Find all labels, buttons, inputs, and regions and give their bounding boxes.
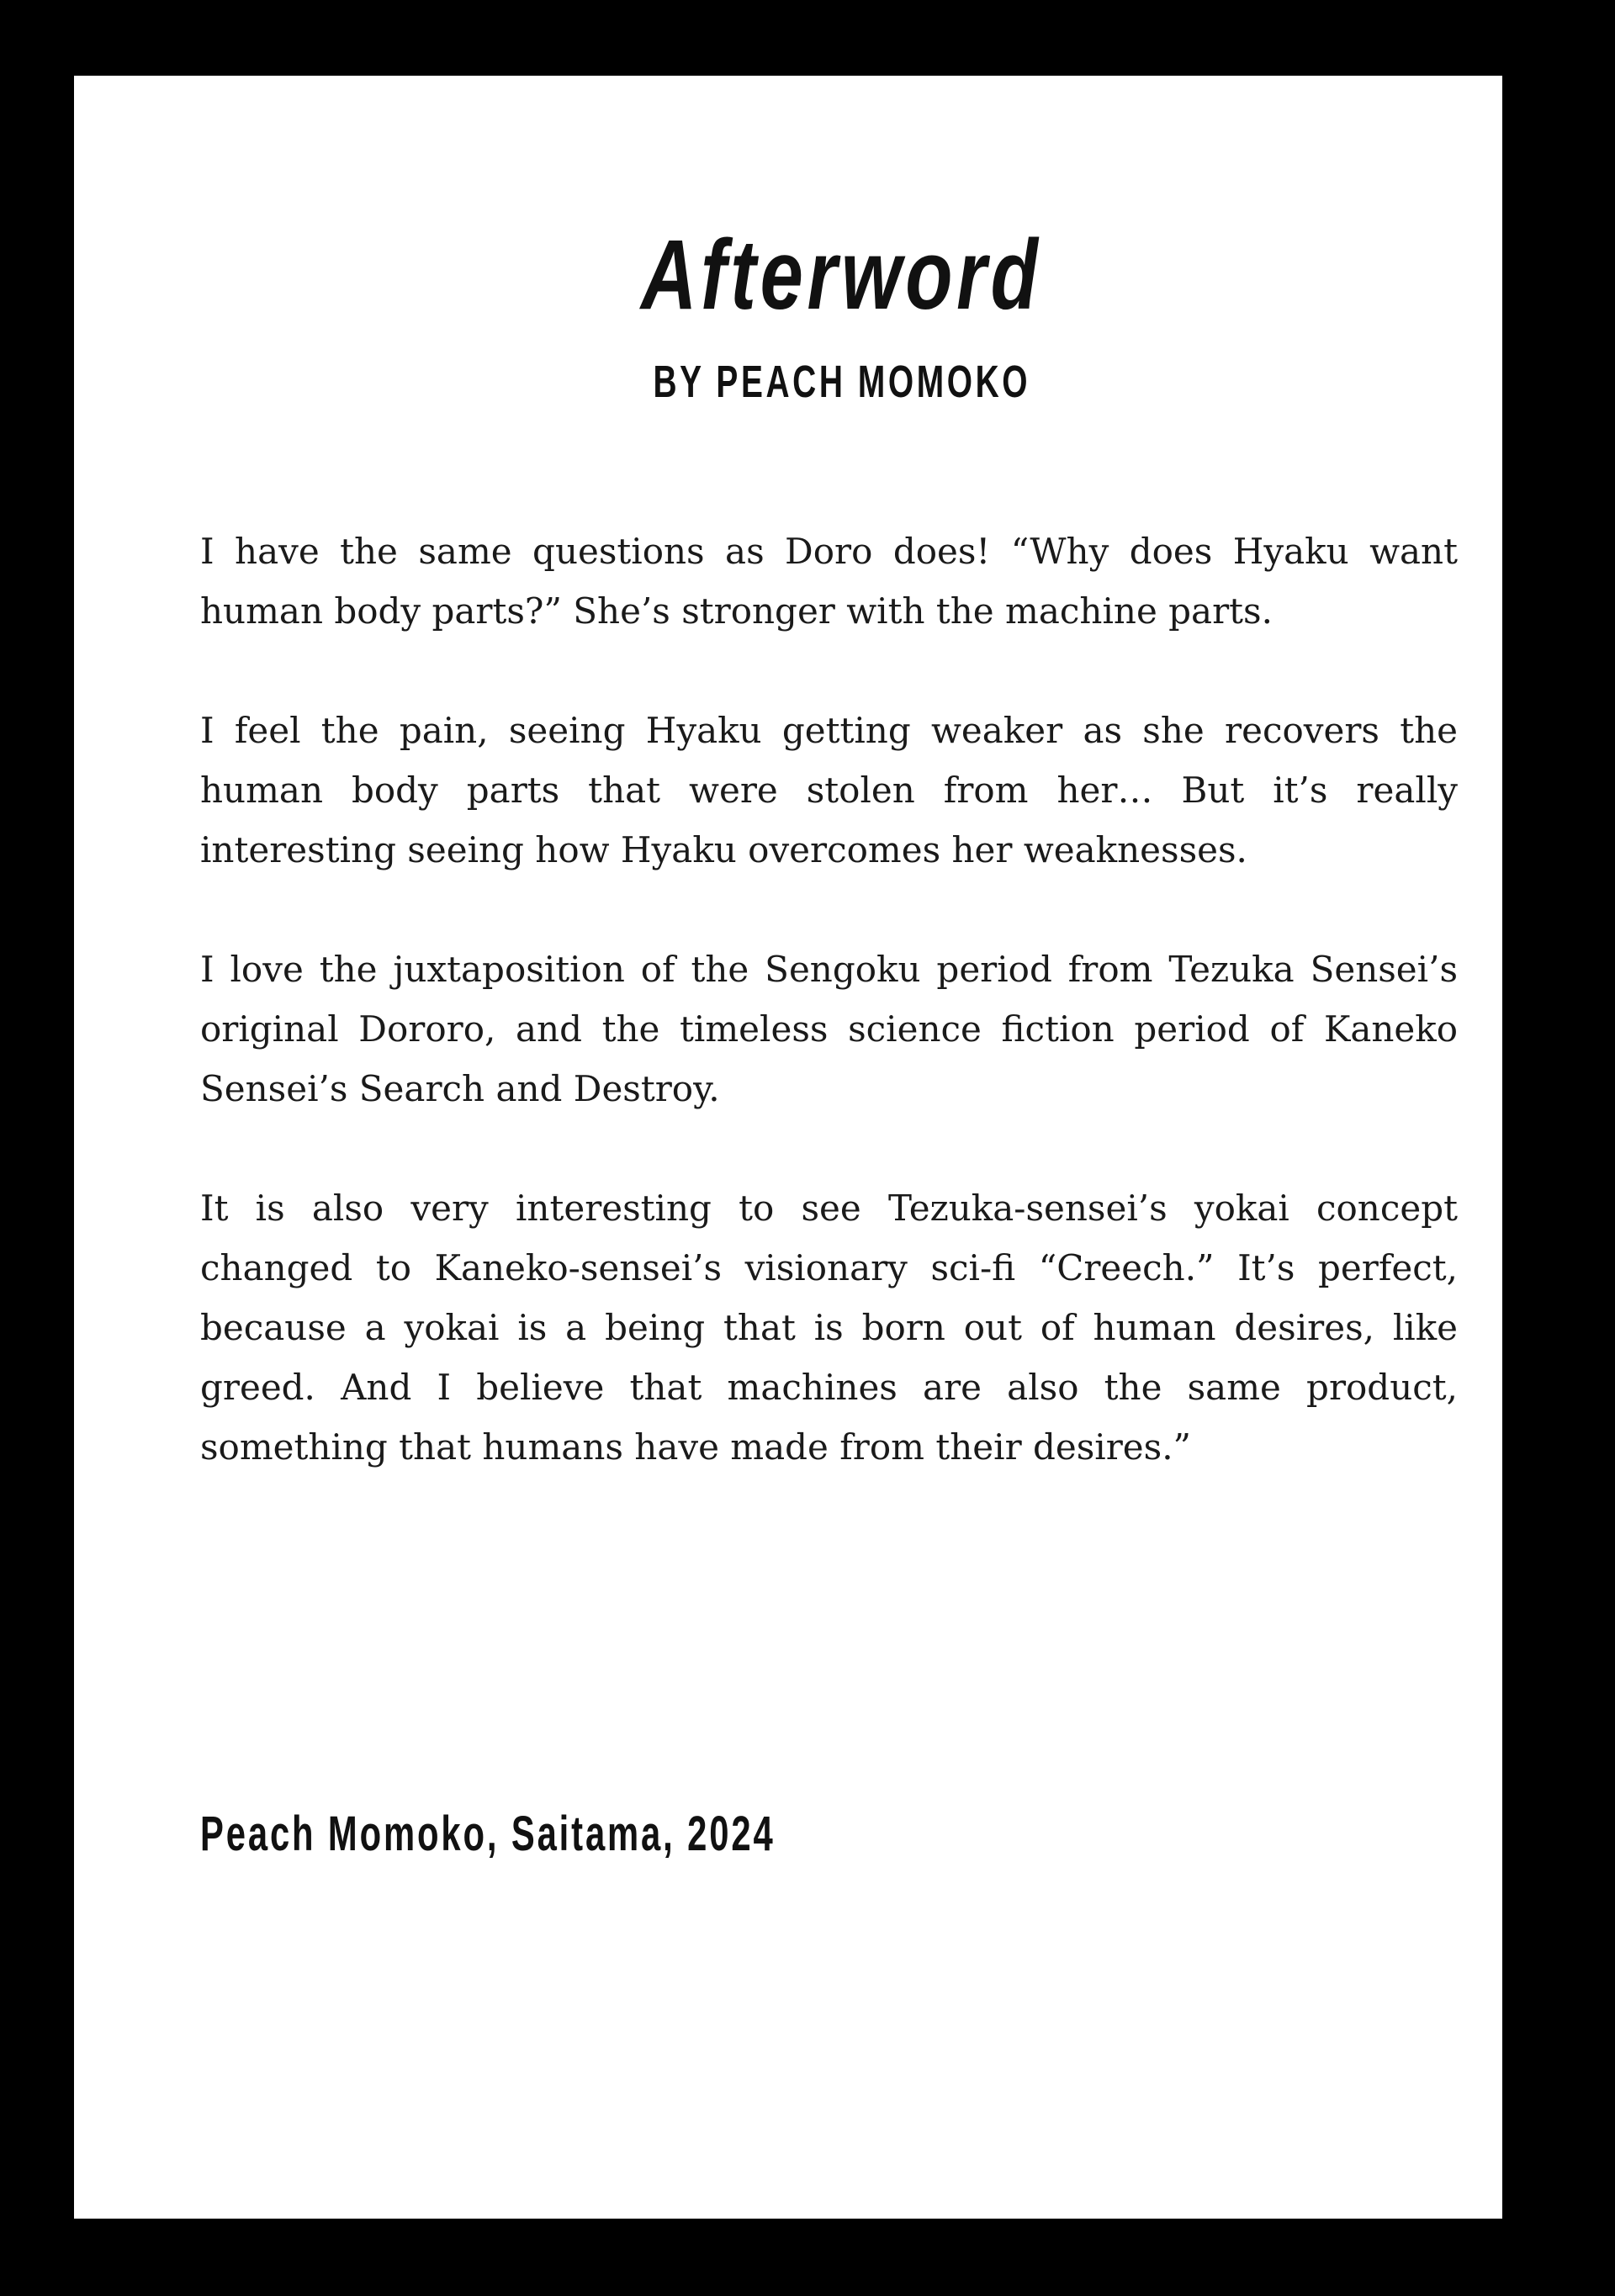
paragraph-3: I love the juxtaposition of the Sengoku period from Tezuka Sensei’s original Dororo, and the timeless science fiction period of Kaneko Sensei’s Search and Destroy. (200, 949, 1458, 1109)
afterword-body (200, 521, 1458, 1477)
paragraph-4: It is also very interesting to see Tezuka-sensei’s yokai concept changed to Kaneko-sensei’s visionary sci-fi “Creech.” It’s perfect, because a yokai is a being that is born out of human desires, like greed. And I believe that machines are also the same product, something that humans have made from their desires.” (200, 1188, 1458, 1468)
author-byline: BY PEACH MOMOKO (653, 357, 1031, 407)
signature-line: Peach Momoko, Saitama, 2024 (200, 1807, 776, 1861)
paragraph-1: I have the same questions as Doro does! “Why does Hyaku want human body parts?” She’s stronger with the machine parts. (200, 531, 1458, 632)
document-page (74, 76, 1502, 2219)
page-title: Afterword (640, 220, 1042, 331)
paragraph-2: I feel the pain, seeing Hyaku getting weaker as she recovers the human body parts that were stolen from her… But it’s really interesting seeing how Hyaku overcomes her weaknesses. (200, 710, 1458, 870)
